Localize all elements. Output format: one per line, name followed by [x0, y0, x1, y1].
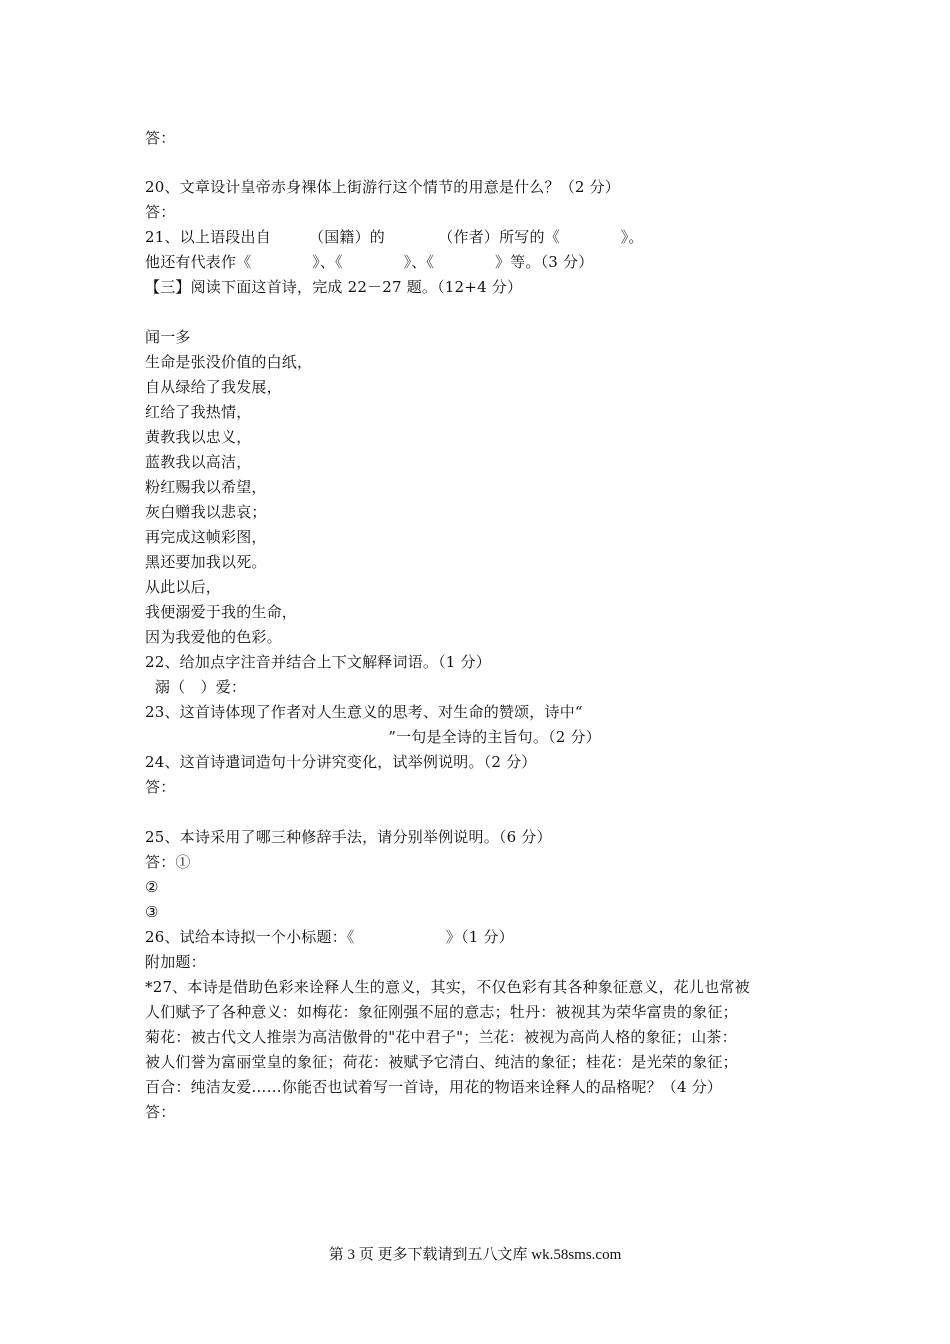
- poem-line: 生命是张没价值的白纸，: [145, 353, 313, 371]
- question-20: 20、文章设计皇帝赤身裸体上街游行这个情节的用意是什么？（2 分）: [145, 178, 621, 196]
- page-footer: 第 3 页 更多下载请到五八文库 wk.58sms.com: [328, 1247, 622, 1263]
- poem-line: 从此以后，: [145, 578, 222, 596]
- poem-line: 我便溺爱于我的生命，: [145, 603, 298, 621]
- poem-line: 黄教我以忠义，: [145, 428, 252, 446]
- poem-line: 黑还要加我以死。: [145, 553, 267, 571]
- poem-line: 粉红赐我以希望，: [145, 478, 267, 496]
- poem-line: 蓝教我以高洁，: [145, 453, 252, 471]
- question-25: 25、本诗采用了哪三种修辞手法，请分别举例说明。（6 分）: [145, 828, 552, 846]
- answer-line-19: 答：: [145, 129, 176, 147]
- bonus-heading: 附加题：: [145, 953, 206, 971]
- poem-line: 因为我爱他的色彩。: [145, 628, 282, 646]
- poem-author: 闻一多: [145, 328, 191, 346]
- question-27-line-3: 菊花：被古代文人推崇为高洁傲骨的"花中君子"；兰花：被视为高尚人格的象征；山茶：: [145, 1028, 737, 1046]
- question-22-blank: 溺（ ）爱：: [145, 678, 247, 696]
- poem-line: 红给了我热情，: [145, 403, 252, 421]
- question-23-line-2: ”一句是全诗的主旨句。（2 分）: [145, 728, 601, 746]
- question-26: 26、试给本诗拟一个小标题：《 》（1 分）: [145, 928, 514, 946]
- answer-line-25-2: ②: [145, 878, 159, 896]
- question-24: 24、这首诗遣词造句十分讲究变化，试举例说明。（2 分）: [145, 753, 537, 771]
- question-27-line-5: 百合：纯洁友爱……你能否也试着写一首诗，用花的物语来诠释人的品格呢？（4 分）: [145, 1078, 723, 1096]
- answer-line-27: 答：: [145, 1103, 176, 1121]
- question-27-line-4: 被人们誉为富丽堂皇的象征；荷花：被赋予它清白、纯洁的象征；桂花：是光荣的象征；: [145, 1053, 738, 1071]
- question-21-line-1: 21、以上语段出自 （国籍）的 （作者）所写的《 》。: [145, 228, 644, 246]
- question-21-line-2: 他还有代表作《 》、《 》、《 》等。（3 分）: [145, 253, 594, 271]
- answer-line-25-3: ③: [145, 903, 159, 921]
- question-27-line-2: 人们赋予了各种意义：如梅花：象征刚强不屈的意志；牡丹：被视其为荣华富贵的象征；: [145, 1003, 738, 1021]
- poem-line: 灰白赠我以悲哀；: [145, 503, 267, 521]
- question-22: 22、给加点字注音并结合上下文解释词语。（1 分）: [145, 653, 491, 671]
- answer-line-20: 答：: [145, 203, 176, 221]
- poem-line: 自从绿给了我发展，: [145, 378, 282, 396]
- section-three-heading: 【三】阅读下面这首诗，完成 22－27 题。（12+4 分）: [145, 278, 523, 296]
- answer-line-24: 答：: [145, 778, 176, 796]
- poem-line: 再完成这帧彩图，: [145, 528, 267, 546]
- question-27-line-1: *27、本诗是借助色彩来诠释人生的意义，其实，不仅色彩有其各种象征意义，花儿也常被: [145, 978, 750, 996]
- answer-line-25-1: 答：①: [145, 853, 191, 871]
- question-23-line-1: 23、这首诗体现了作者对人生意义的思考、对生命的赞颂，诗中“: [145, 703, 583, 721]
